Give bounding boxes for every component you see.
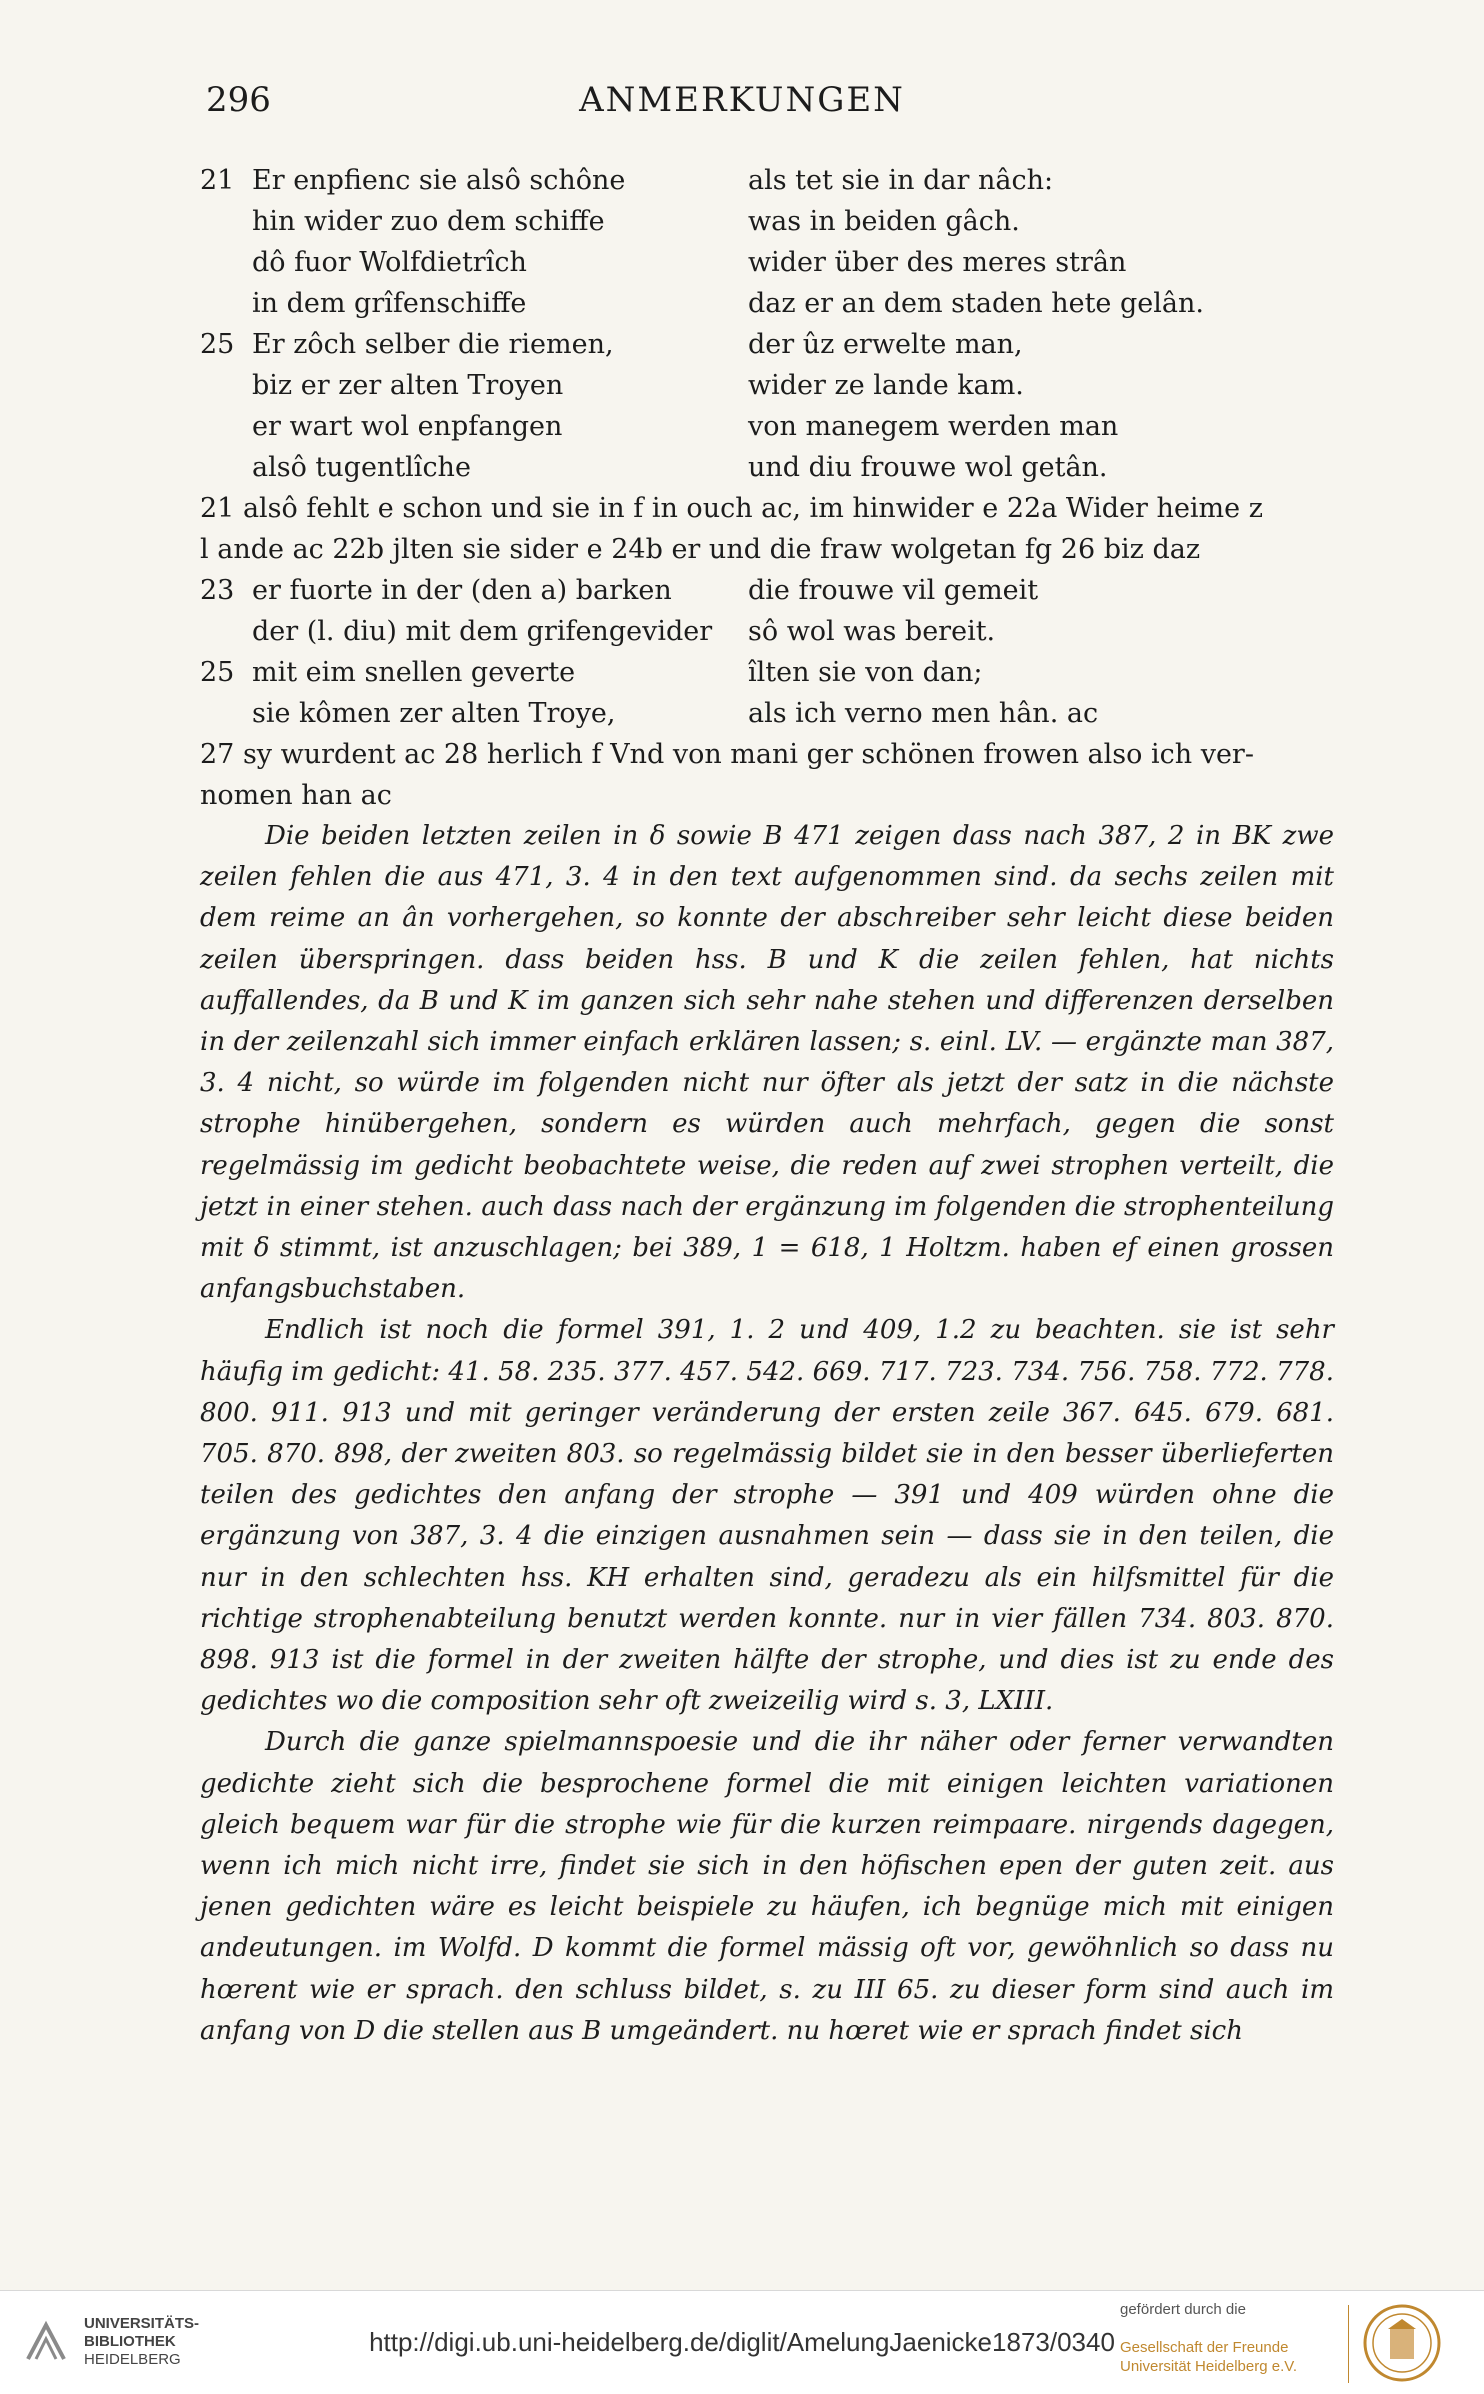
verse-first-half: mit eim snellen geverte: [252, 657, 576, 688]
verse-first-half: alsô tugentlîche: [252, 452, 471, 483]
verse-first-half: er wart wol enpfangen: [252, 411, 563, 442]
commentary-text: [200, 816, 1334, 2052]
permalink-url[interactable]: http://digi.ub.uni-heidelberg.de/diglit/AmelungJaenicke1873/0340: [369, 2327, 1115, 2357]
verse-first-half: Er zôch selber die riemen,: [252, 329, 614, 360]
variant-readings-1: [200, 488, 1340, 570]
verse-line: [200, 447, 1340, 488]
verse-second-half: und diu frouwe wol getân.: [748, 452, 1108, 483]
verse-second-half: îlten sie von dan;: [748, 657, 983, 688]
paragraph: Durch die ganze spielmannspoesie und die ihr näher oder ferner verwandten gedichte zieht sich die besprochene formel die mit einigen leichten variationen gleich bequem war für die strophe wie für die kurzen reimpaare. nirgends dagegen, wenn ich mich nicht irre, findet sie sich in den höfischen epen der guten zeit. aus jenen gedichten wäre es leicht beispiele zu häufen, ich begnüge mich mit einigen andeutungen. im Wolfd. D kommt die formel mässig oft vor, gewöhnlich so dass nu hœrent wie er sprach. den schluss bildet, s. zu III 65. zu dieser form sind auch im anfang von D die stellen aus B umgeändert. nu hœret wie er sprach findet sich: [200, 1727, 1334, 2046]
sponsor-label: gefördert durch die: [1120, 2301, 1246, 2318]
verse-first-half: dô fuor Wolfdietrîch: [252, 247, 527, 278]
variant-line: l ande ac 22b jlten sie sider e 24b er und die fraw wolgetan fg 26 biz daz: [200, 534, 1201, 565]
verse-line: [200, 160, 1340, 201]
verse-line: [200, 365, 1340, 406]
verse-number: 25: [200, 329, 235, 360]
verse-first-half: er fuorte in der (den a) barken: [252, 575, 672, 606]
verse-second-half: daz er an dem staden hete gelân.: [748, 288, 1204, 319]
verse-line: [200, 201, 1340, 242]
verse-number: 21: [200, 165, 235, 196]
verse-block-2: [200, 570, 1340, 734]
verse-number: 25: [200, 657, 235, 688]
verse-first-half: der (l. diu) mit dem grifengevider: [252, 616, 713, 647]
divider: [1348, 2305, 1349, 2383]
verse-second-half: die frouwe vil gemeit: [748, 575, 1039, 606]
viewer-footer: [0, 2290, 1484, 2394]
university-seal-icon: [1362, 2303, 1442, 2383]
verse-line: [200, 324, 1340, 365]
verse-second-half: was in beiden gâch.: [748, 206, 1020, 237]
sponsor-name: Gesellschaft der Freunde Universität Heidelberg e.V.: [1120, 2339, 1298, 2375]
verse-first-half: Er enpfienc sie alsô schône: [252, 165, 626, 196]
page-number: 296: [206, 80, 271, 120]
verse-line: [200, 283, 1340, 324]
variant-readings-2: [200, 734, 1340, 816]
verse-line: [200, 406, 1340, 447]
verse-first-half: sie kômen zer alten Troye,: [252, 698, 616, 729]
verse-line: [200, 652, 1340, 693]
variant-line: 27 sy wurdent ac 28 herlich f Vnd von mani ger schönen frowen also ich ver-: [200, 739, 1254, 770]
verse-second-half: wider ze lande kam.: [748, 370, 1024, 401]
verse-block-1: [200, 160, 1340, 488]
sponsor-block: [1120, 2301, 1340, 2376]
verse-number: 23: [200, 575, 235, 606]
verse-line: [200, 611, 1340, 652]
variant-line: nomen han ac: [200, 780, 392, 811]
variant-line: 21 alsô fehlt e schon und sie in f in ouch ac, im hinwider e 22a Wider heime z: [200, 493, 1263, 524]
verse-line: [200, 570, 1340, 611]
verse-second-half: der ûz erwelte man,: [748, 329, 1023, 360]
verse-first-half: in dem grîfenschiffe: [252, 288, 527, 319]
verse-second-half: als tet sie in dar nâch:: [748, 165, 1054, 196]
paragraph: Endlich ist noch die formel 391, 1. 2 und 409, 1.2 zu beachten. sie ist sehr häufig im gedicht: 41. 58. 235. 377. 457. 542. 669. 717. 723. 734. 756. 758. 772. 778. 800. 911. 913 und mit geringer veränderung der ersten zeile 367. 645. 679. 681. 705. 870. 898, der zweiten 803. so regelmässig bildet sie in den besser überlieferten teilen des gedichtes den anfang der strophe — 391 und 409 würden ohne die ergänzung von 387, 3. 4 die einzigen ausnahmen sein — dass sie in den teilen, die nur in den schlechten hss. KH erhalten sind, geradezu als ein hilfsmittel für die richtige strophenabteilung benutzt werden konnte. nur in vier fällen 734. 803. 870. 898. 913 ist die formel in der zweiten hälfte der strophe, und dies ist zu ende des gedichtes wo die composition sehr oft zweizeilig wird s. 3, LXIII.: [200, 1315, 1334, 1717]
verse-first-half: hin wider zuo dem schiffe: [252, 206, 605, 237]
verse-second-half: sô wol was bereit.: [748, 616, 996, 647]
verse-second-half: als ich verno men hân. ac: [748, 698, 1099, 729]
verse-second-half: von manegem werden man: [748, 411, 1119, 442]
verse-line: [200, 242, 1340, 283]
running-title: ANMERKUNGEN: [579, 80, 905, 120]
verse-line: [200, 693, 1340, 734]
paragraph: Die beiden letzten zeilen in δ sowie B 471 zeigen dass nach 387, 2 in BK zwe zeilen fehlen die aus 471, 3. 4 in den text aufgenommen sind. da sechs zeilen mit dem reime an ân vorhergehen, so konnte der abschreiber sehr leicht diese beiden zeilen überspringen. dass beiden hss. B und K die zeilen fehlen, hat nichts auffallendes, da B und K im ganzen sich sehr nahe stehen und differenzen derselben in der zeilenzahl sich immer einfach erklären lassen; s. einl. LV. — ergänzte man 387, 3. 4 nicht, so würde im folgenden nicht nur öfter als jetzt der satz in die nächste strophe hinübergehen, sondern es würden auch mehrfach, gegen die sonst regelmässig im gedicht beobachtete weise, die reden auf zwei strophen verteilt, die jetzt in einer stehen. auch dass nach der ergänzung im folgenden die strophenteilung mit δ stimmt, ist anzuschlagen; bei 389, 1 = 618, 1 Holtzm. haben ef einen grossen anfangsbuchstaben.: [200, 821, 1334, 1305]
verse-first-half: biz er zer alten Troyen: [252, 370, 564, 401]
library-name: UNIVERSITÄTS- BIBLIOTHEK HEIDELBERG: [84, 2315, 200, 2368]
verse-second-half: wider über des meres strân: [748, 247, 1127, 278]
page-header: [0, 80, 1484, 130]
